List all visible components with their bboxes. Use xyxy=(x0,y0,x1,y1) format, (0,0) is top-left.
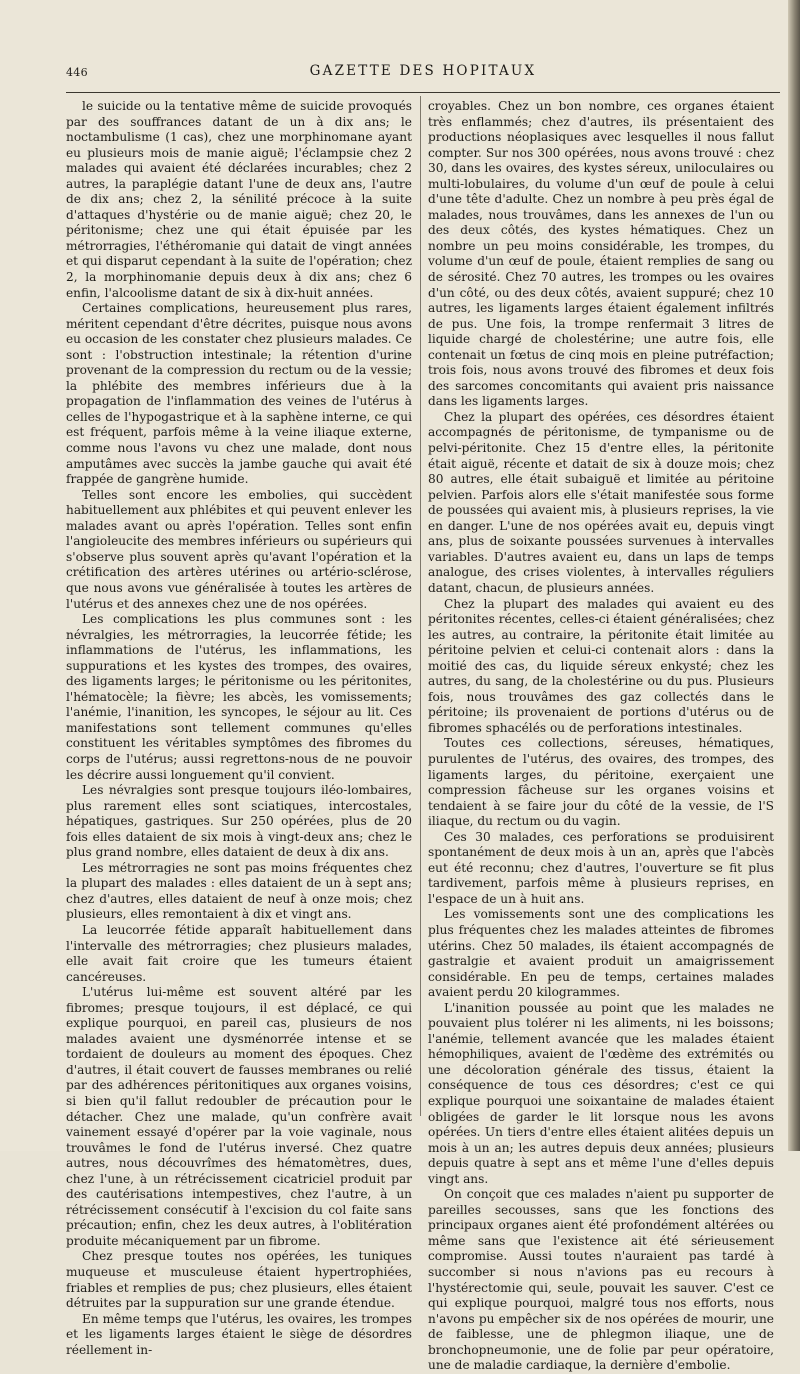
page-number: 446 xyxy=(66,66,88,79)
journal-title: GAZETTE DES HOPITAUX xyxy=(309,63,537,79)
paragraph: Certaines complications, heureusement plus rares, méritent cependant d'être décrites, puisque nous avons eu occasion de les constater chez plusieurs malades. Ce sont : l'obstruction intestinale; la rétention d'urine provenant de la compression du rectum ou de la vessie; la phlébite des membres inférieurs due à la propagation de l'inflammation des veines de l'utérus à celles de l'hypogastrique et à la saphène interne, ce qui est fréquent, parfois même à la veine iliaque externe, comme nous l'avons vu chez une malade, dont nous amputâmes avec succès la jambe gauche qui avait été frappée de gangrène humide. xyxy=(66,301,412,487)
paragraph: Les métrorragies ne sont pas moins fréquentes chez la plupart des malades : elles dataient de un à sept ans; chez d'autres, elles dataient de neuf à onze mois; chez plusieurs, elles remontaient à dix et vingt ans. xyxy=(66,860,412,922)
paragraph: le suicide ou la tentative même de suicide provoqués par des souffrances datant de un à dix ans; le noctambulisme (1 cas), chez une morphinomane ayant eu plusieurs mois de manie aiguë; l'éclampsie chez 2 malades qui avaient été déclarées incurables; chez 2 autres, la paraplégie datant l'une de deux ans, l'autre de dix ans; chez 2, la sénilité précoce à la suite d'attaques d'hystérie ou de manie aiguë; chez 20, le péritonisme; chez une qui était épuisée par les métrorragies, l'éthéromanie qui datait de vingt années et qui disparut cependant à la suite de l'opération; chez 2, la morphinomanie depuis deux à dix ans; chez 6 enfin, l'alcoolisme datant de six à dix-huit années. xyxy=(66,99,412,300)
paragraph: croyables. Chez un bon nombre, ces organes étaient très enflammés; chez d'autres, ils présentaient des productions néoplasiques avec lesquelles il nous fallut compter. Sur nos 300 opérées, nous avons trouvé : chez 30, dans les ovaires, des kystes séreux, uniloculaires ou multi-lobulaires, du volume d'un œuf de poule à celui d'une tête d'adulte. Chez un nombre à peu près égal de malades, nous trouvâmes, dans les annexes de l'un ou des deux côtés, des kystes hématiques. Chez un nombre un peu moins considérable, les trompes, du volume d'un œuf de poule, étaient remplies de sang ou de sérosité. Chez 70 autres, les trompes ou les ovaires d'un côté, ou des deux côtés, avaient suppuré; chez 10 autres, les ligaments larges étaient également infiltrés de pus. Une fois, la trompe renfermait 3 litres de liquide chargé de cholestérine; une autre fois, elle contenait un fœtus de cinq mois en pleine putréfaction; trois fois, nous avons trouvé des fibromes et deux fois des sarcomes concomitants qui avaient pris naissance dans les ligaments larges. xyxy=(428,99,774,409)
paragraph: Les névralgies sont presque toujours iléo-lombaires, plus rarement elles sont sciatiques, intercostales, hépatiques, gastriques. Sur 250 opérées, plus de 20 fois elles dataient de six mois à vingt-deux ans; chez le plus grand nombre, elles dataient de deux à dix ans. xyxy=(66,783,412,860)
page-edge xyxy=(788,0,800,1151)
paragraph: Chez presque toutes nos opérées, les tuniques muqueuse et musculeuse étaient hypertrophiées, friables et remplies de pus; chez plusieurs, elles étaient détruites par la suppuration sur une grande étendue. xyxy=(66,1249,412,1311)
right-column xyxy=(428,99,774,1373)
paragraph: Les vomissements sont une des complications les plus fréquentes chez les malades atteintes de fibromes utérins. Chez 50 malades, ils étaient accompagnés de gastralgie et avaient produit un amaigrissement considérable. En peu de temps, certaines malades avaient perdu 20 kilogrammes. xyxy=(428,907,774,1000)
paragraph: L'utérus lui-même est souvent altéré par les fibromes; presque toujours, il est déplacé, ce qui explique pourquoi, en pareil cas, plusieurs de nos malades avaient une dysménorrée intense et se tordaient de douleurs au moment des époques. Chez d'autres, il était couvert de fausses membranes ou relié par des adhérences péritonitiques aux organes voisins, si bien qu'il fallut redoubler de précaution pour le détacher. Chez une malade, qu'un confrère avait vainement essayé d'opérer par la voie vaginale, nous trouvâmes le fond de l'utérus inversé. Chez quatre autres, nous découvrîmes des hématomètres, dues, chez l'une, à un rétrécissement cicatriciel produit par des cautérisations intempestives, chez l'autre, à un rétrécissement consécutif à l'excision du col faite sans précaution; enfin, chez les deux autres, à l'oblitération produite mécaniquement par un fibrome. xyxy=(66,985,412,1248)
paragraph: La leucorrée fétide apparaît habituellement dans l'intervalle des métrorragies; chez plusieurs malades, elle avait fait croire que les tumeurs étaient cancéreuses. xyxy=(66,922,412,984)
paragraph: Toutes ces collections, séreuses, hématiques, purulentes de l'utérus, des ovaires, des trompes, des ligaments larges, du péritoine, exerçaient une compression fâcheuse sur les organes voisins et tendaient à se faire jour du côté de la vessie, de l'S iliaque, du rectum ou du vagin. xyxy=(428,736,774,829)
column-divider xyxy=(420,96,421,1116)
paragraph: On conçoit que ces malades n'aient pu supporter de pareilles secousses, sans que les fonctions des principaux organes aient été profondément altérées ou même sans que l'existence ait été sérieusement compromise. Aussi toutes n'auraient pas tardé à succomber si nous n'avions pas eu recours à l'hystérectomie qui, seule, pouvait les sauver. C'est ce qui explique pourquoi, malgré tous nos efforts, nous n'avons pu empêcher six de nos opérées de mourir, une de faiblesse, une de phlegmon iliaque, une de bronchopneumonie, une de folie par peur opératoire, une de maladie cardiaque, la dernière d'embolie. xyxy=(428,1187,774,1373)
paragraph: Chez la plupart des opérées, ces désordres étaient accompagnés de péritonisme, de tympanisme ou de pelvi-péritonite. Chez 15 d'entre elles, la péritonite était aiguë, récente et datait de six à douze mois; chez 80 autres, elle était subaiguë et limitée au péritoine pelvien. Parfois alors elle s'était manifestée sous forme de poussées qui avaient mis, à plusieurs reprises, la vie en danger. L'une de nos opérées avait eu, depuis vingt ans, plus de soixante poussées survenues à intervalles variables. D'autres avaient eu, dans un laps de temps analogue, des crises violentes, à intervalles réguliers datant, chacun, de plusieurs années. xyxy=(428,409,774,595)
paragraph: Telles sont encore les embolies, qui succèdent habituellement aux phlébites et qui peuvent enlever les malades avant ou après l'opération. Telles sont enfin l'angioleucite des membres inférieurs ou supérieurs qui s'observe plus souvent après qu'avant l'opération et la crétification des artères utérines ou artério-sclérose, que nous avons vue généralisée à toutes les artères de l'utérus et des annexes chez une de nos opérées. xyxy=(66,487,412,611)
paragraph: Les complications les plus communes sont : les névralgies, les métrorragies, la leucorrée fétide; les inflammations de l'utérus, les inflammations, les suppurations et les kystes des trompes, des ovaires, des ligaments larges; le péritonisme ou les péritonites, l'hématocèle; la fièvre; les abcès, les vomissements; l'anémie, l'inanition, les syncopes, le séjour au lit. Ces manifestations sont tellement communes qu'elles constituent les véritables symptômes des fibromes du corps de l'utérus; aussi regrettons-nous de ne pouvoir les décrire aussi longuement qu'il convient. xyxy=(66,612,412,782)
left-column xyxy=(66,99,412,1357)
paragraph: L'inanition poussée au point que les malades ne pouvaient plus tolérer ni les aliments, ni les boissons; l'anémie, tellement avancée que les malades étaient hémophiliques, avaient de l'œdème des extrémités ou une décoloration générale des tissus, étaient la conséquence de tous ces désordres; c'est ce qui explique pourquoi une soixantaine de malades étaient obligées de garder le lit lorsque nous les avons opérées. Un tiers d'entre elles étaient alitées depuis un mois à un an; les autres depuis deux années; plusieurs depuis quatre à sept ans et même l'une d'elles depuis vingt ans. xyxy=(428,1000,774,1186)
page-header xyxy=(66,61,780,83)
paragraph: En même temps que l'utérus, les ovaires, les trompes et les ligaments larges étaient le siège de désordres réellement in- xyxy=(66,1311,412,1357)
header-rule xyxy=(66,92,780,93)
paragraph: Ces 30 malades, ces perforations se produisirent spontanément de deux mois à un an, après que l'abcès eut été reconnu; chez d'autres, l'ouverture se fit plus tardivement, parfois même à plusieurs reprises, en l'espace de un à huit ans. xyxy=(428,829,774,906)
paragraph: Chez la plupart des malades qui avaient eu des péritonites récentes, celles-ci étaient généralisées; chez les autres, au contraire, la péritonite était limitée au péritoine pelvien et celui-ci contenait alors : dans la moitié des cas, du liquide séreux enkysté; chez les autres, du sang, de la cholestérine ou du pus. Plusieurs fois, nous trouvâmes des gaz collectés dans le péritoine; ils provenaient de portions d'utérus ou de fibromes sphacélés ou de perforations intestinales. xyxy=(428,596,774,735)
